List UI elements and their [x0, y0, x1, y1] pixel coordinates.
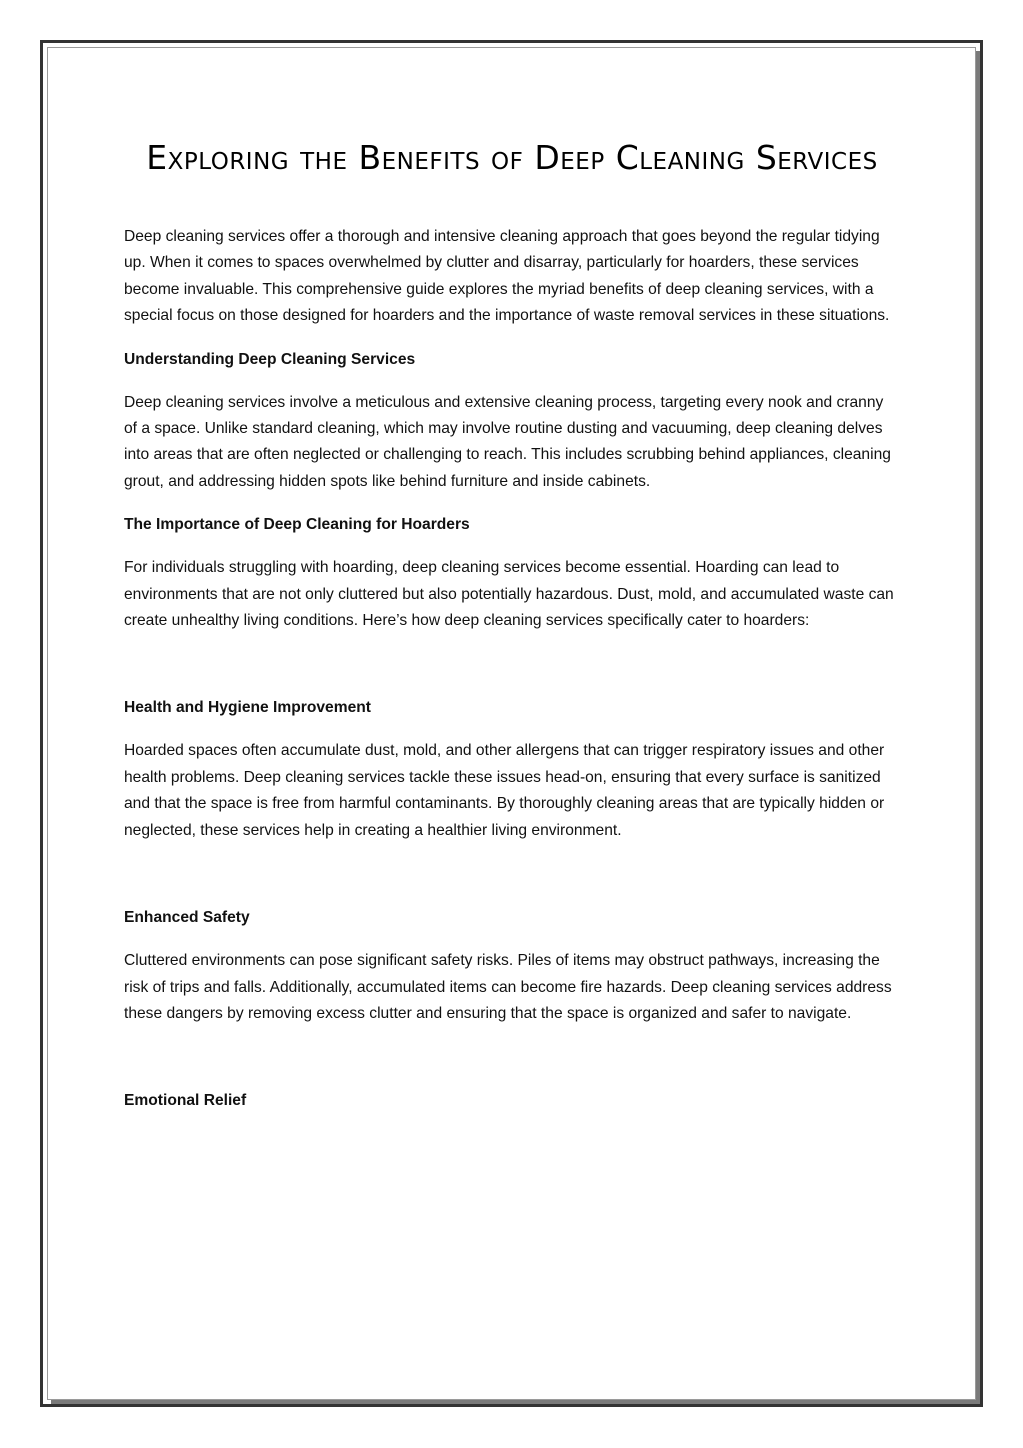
section-heading-enhanced-safety: Enhanced Safety — [124, 909, 250, 927]
frame-shadow-right — [976, 51, 980, 1404]
section-body-health-hygiene: Hoarded spaces often accumulate dust, mold, and other allergens that can trigger respiratory issues and other health problems. Deep cleaning services tackle these issues head-on, ensuring that every surface is sanitized and that the space is free from harmful contaminants. By thoroughly cleaning areas that are typically hidden or neglected, these services help in creating a healthier living environment. — [124, 742, 885, 839]
document-title: Exploring the Benefits of Deep Cleaning Services — [146, 138, 878, 177]
section-body-importance-hoarders: For individuals struggling with hoarding, deep cleaning services become essential. Hoarding can lead to environments that are not only cluttered but also potentially hazardous. Dust, mold, and accumulated waste can create unhealthy living conditions. Here’s how deep cleaning services specifically cater to hoarders: — [124, 559, 894, 630]
section-heading-importance-hoarders: The Importance of Deep Cleaning for Hoarders — [124, 516, 470, 534]
section-heading-emotional-relief: Emotional Relief — [124, 1092, 247, 1110]
frame-shadow-bottom — [51, 1400, 980, 1404]
document-body — [124, 130, 900, 1131]
blank-line — [124, 1044, 900, 1088]
blank-line — [124, 651, 900, 695]
blank-line — [124, 861, 900, 905]
section-body-understanding: Deep cleaning services involve a meticulous and extensive cleaning process, targeting every nook and cranny of a space. Unlike standard cleaning, which may involve routine dusting and vacuuming, deep cleaning delves into areas that are often neglected or challenging to reach. This includes scrubbing behind appliances, cleaning grout, and addressing hidden spots like behind furniture and inside cabinets. — [124, 393, 891, 490]
section-body-enhanced-safety: Cluttered environments can pose significant safety risks. Piles of items may obstruct pathways, increasing the risk of trips and falls. Additionally, accumulated items can become fire hazards. Deep cleaning services address these dangers by removing excess clutter and ensuring that the space is organized and safer to navigate. — [124, 952, 892, 1022]
section-heading-health-hygiene: Health and Hygiene Improvement — [124, 699, 371, 717]
section-heading-understanding: Understanding Deep Cleaning Services — [124, 350, 416, 368]
intro-paragraph: Deep cleaning services offer a thorough and intensive cleaning approach that goes beyond the regular tidying up. When it comes to spaces overwhelmed by clutter and disarray, particularly for hoarders, these services become invaluable. This comprehensive guide explores the myriad benefits of deep cleaning services, with a special focus on those designed for hoarders and the importance of waste removal services in these situations. — [124, 228, 890, 325]
